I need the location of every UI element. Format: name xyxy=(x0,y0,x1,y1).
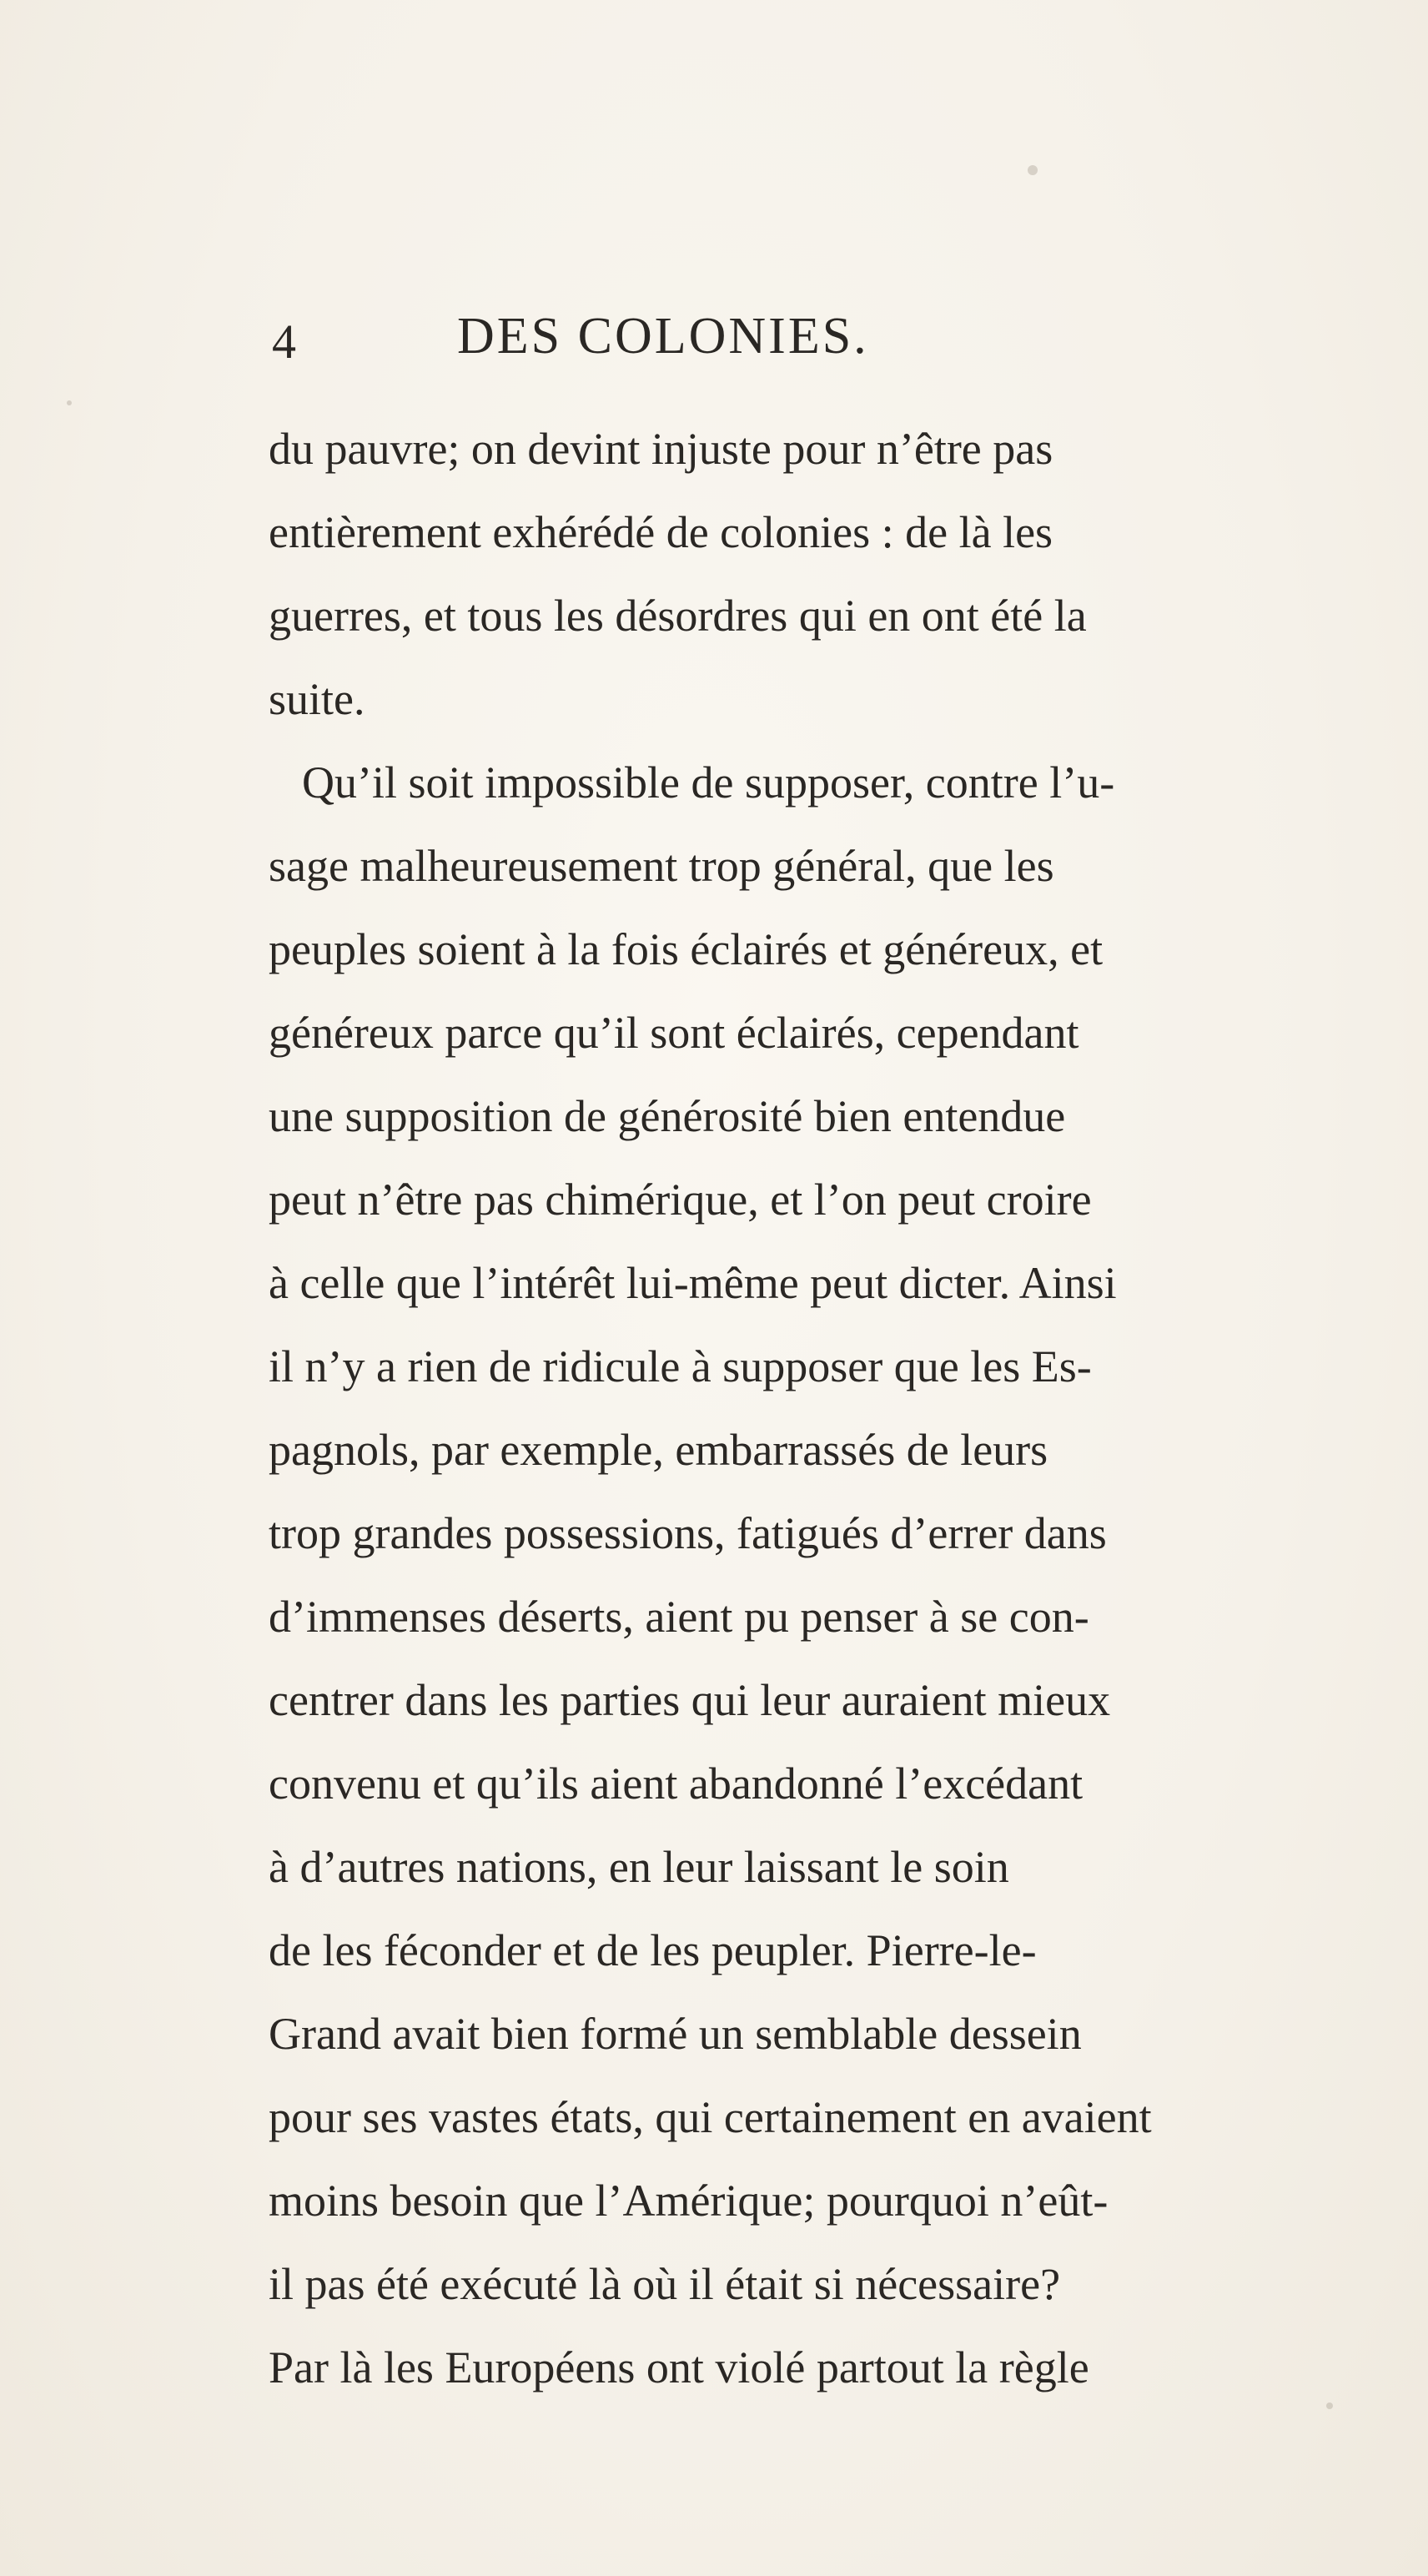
text-line: peuples soient à la fois éclairés et généreux, et xyxy=(269,924,1104,974)
text-line: moins besoin que l’Amérique; pourquoi n’eût- xyxy=(269,2176,1109,2226)
ink-speck xyxy=(67,400,72,405)
text-line: guerres, et tous les désordres qui en ont été la xyxy=(269,591,1087,641)
text-line: pagnols, par exemple, embarrassés de leurs xyxy=(269,1425,1048,1475)
text-line: à celle que l’intérêt lui-même peut dicter. Ainsi xyxy=(269,1258,1117,1308)
page-number: 4 xyxy=(272,314,296,369)
page-header xyxy=(272,307,1156,374)
text-line: généreux parce qu’il sont éclairés, cependant xyxy=(269,1008,1079,1058)
text-line: à d’autres nations, en leur laissant le soin xyxy=(269,1842,1009,1892)
text-line: pour ses vastes états, qui certainement en avaient xyxy=(269,2092,1152,2142)
running-head: DES COLONIES. xyxy=(457,308,869,365)
text-line: de les féconder et de les peupler. Pierre-le- xyxy=(269,1925,1037,1975)
text-line: du pauvre; on devint injuste pour n’être pas xyxy=(269,424,1053,474)
paragraph-start-line: Qu’il soit impossible de supposer, contre l’u- xyxy=(302,757,1115,808)
text-line: centrer dans les parties qui leur auraient mieux xyxy=(269,1675,1111,1725)
text-line: peut n’être pas chimérique, et l’on peut croire xyxy=(269,1175,1092,1225)
text-line: une supposition de générosité bien entendue xyxy=(269,1091,1066,1141)
text-line: sage malheureusement trop général, que les xyxy=(269,841,1054,891)
text-line: trop grandes possessions, fatigués d’errer dans xyxy=(269,1508,1107,1558)
ink-speck xyxy=(1028,165,1038,175)
text-line: il pas été exécuté là où il était si nécessaire? xyxy=(269,2259,1061,2309)
text-line: Grand avait bien formé un semblable dessein xyxy=(269,2009,1082,2059)
text-line: convenu et qu’ils aient abandonné l’excédant xyxy=(269,1758,1084,1809)
text-line: entièrement exhérédé de colonies : de là les xyxy=(269,507,1053,557)
text-line: il n’y a rien de ridicule à supposer que les Es- xyxy=(269,1341,1092,1391)
text-line: Par là les Européens ont violé partout la règle xyxy=(269,2342,1089,2392)
text-line: d’immenses déserts, aient pu penser à se con- xyxy=(269,1592,1089,1642)
body-text xyxy=(269,407,1353,2409)
text-line: suite. xyxy=(269,674,365,724)
